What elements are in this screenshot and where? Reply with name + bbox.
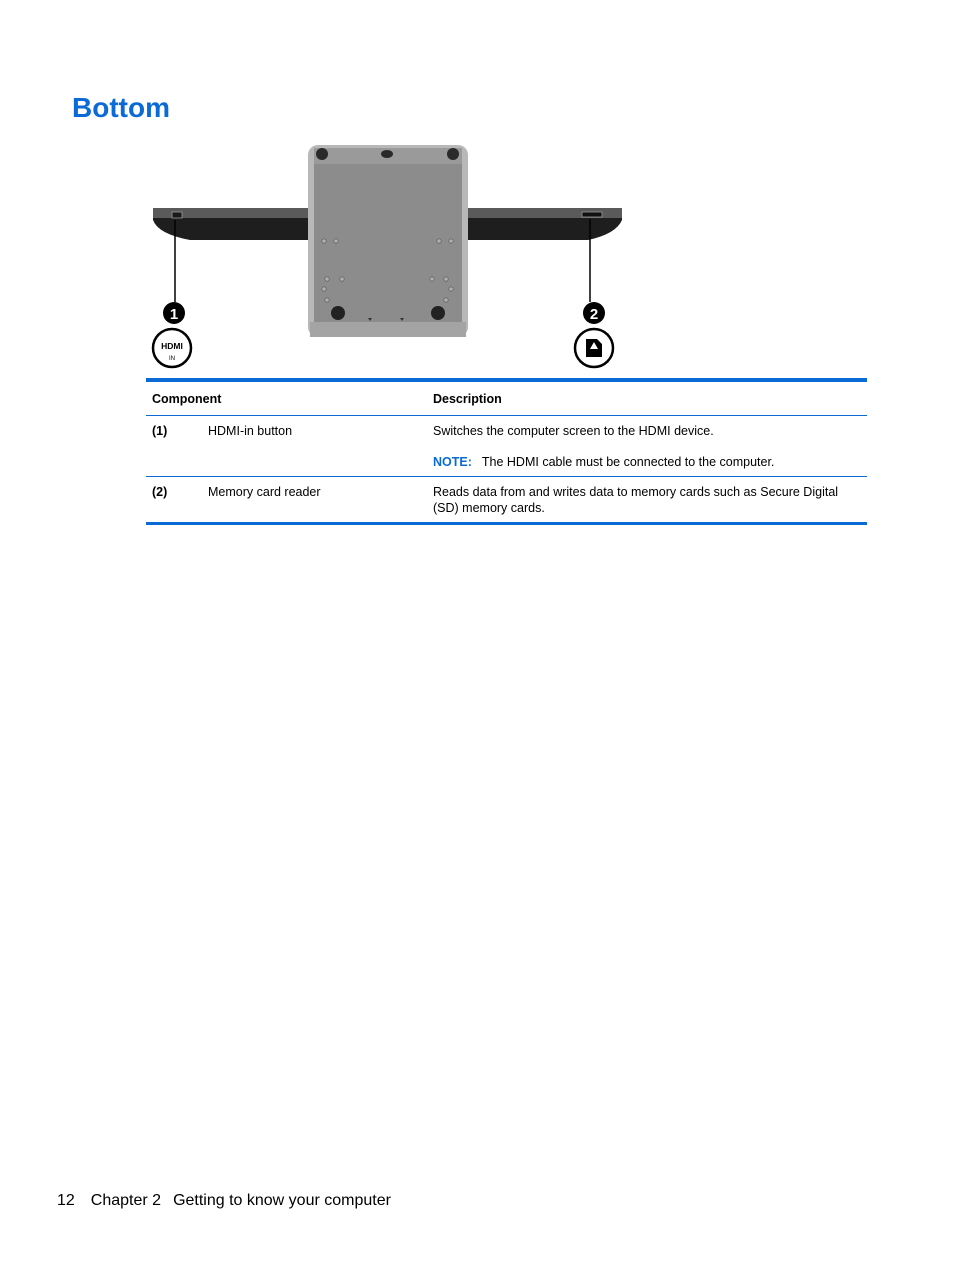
callout-number-1: 1 (169, 306, 179, 323)
row-description-cell (427, 416, 867, 477)
stand-top-indicator (381, 150, 393, 158)
stand-foot-top-right (447, 148, 459, 160)
memory-card-slot (582, 212, 602, 217)
row-number: (2) (152, 485, 168, 499)
memory-card-icon (575, 329, 613, 367)
chapter-label: Chapter 2 (90, 1192, 162, 1209)
table-header-row (146, 380, 867, 416)
note (433, 454, 861, 470)
hdmi-icon-label: HDMI (161, 341, 183, 351)
page-title: Bottom (72, 92, 170, 123)
components-table-container (146, 378, 867, 525)
header-component: Component (152, 392, 222, 406)
page-footer (57, 1191, 391, 1211)
stand-foot-bottom-left (331, 306, 345, 320)
stand-foot-top-left (316, 148, 328, 160)
callout-number-2: 2 (589, 306, 599, 323)
chapter-title: Getting to know your computer (173, 1192, 391, 1209)
hdmi-port (172, 212, 182, 218)
page-number: 12 (57, 1192, 75, 1209)
table-row (146, 416, 867, 477)
row-component: Memory card reader (208, 485, 321, 499)
components-table (146, 378, 867, 525)
row-description: Reads data from and writes data to memory cards such as Secure Digital (SD) memory cards. (433, 485, 839, 515)
hdmi-in-icon (153, 329, 191, 367)
header-description: Description (433, 392, 502, 406)
note-text: The HDMI cable must be connected to the computer. (481, 455, 775, 469)
table-row (146, 477, 867, 524)
stand-foot-bottom-right (431, 306, 445, 320)
computer-bottom-illustration (146, 140, 636, 374)
computer-bottom-figure (146, 140, 636, 374)
note-label: NOTE: (433, 455, 472, 469)
row-description: Switches the computer screen to the HDMI device. (433, 424, 714, 438)
row-number: (1) (152, 424, 168, 438)
hdmi-in-icon-label: IN (169, 356, 175, 362)
row-component: HDMI-in button (208, 424, 293, 438)
stand-bottom-band (310, 322, 466, 337)
